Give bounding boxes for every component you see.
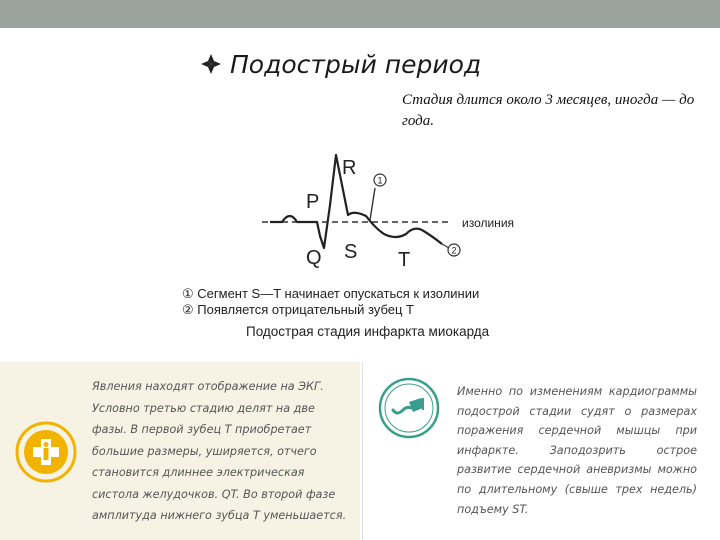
medical-cross-icon [14, 420, 78, 484]
legend-item-2: ② Появляется отрицательный зубец Т [182, 302, 415, 317]
right-info-panel [362, 362, 720, 540]
marker-1-pointer [370, 188, 375, 220]
wave-label-q: Q [306, 247, 322, 269]
ultrasound-probe-icon [377, 376, 441, 440]
wave-label-r: R [342, 157, 357, 179]
isoline-label: изолиния [462, 216, 515, 230]
right-panel-text: Именно по изменениям кардиограммы подострой стадии судят о размерах поражения сердечной мышцы при инфаркте. Заподозрить острое развитие сердечной аневризмы можно по длительному (свыше трех недель) подъему ST. [457, 385, 697, 516]
left-info-panel [0, 362, 360, 540]
top-bar [0, 0, 720, 28]
page-title: Подострый период [230, 49, 482, 79]
diamond-bullet-icon [200, 53, 222, 75]
left-panel-text: Явления находят отображение на ЭКГ. Условно третью стадию делят на две фазы. В первой зубец Т приобретает большие размеры, уширяется, отчего становится длиннее электрическая систола желудочков. QT. Во второй фазе амплитуда нижнего зубца Т уменьшается. [92, 380, 347, 522]
figure-caption: Подострая стадия инфаркта миокарда [246, 324, 490, 339]
title-row [200, 48, 481, 80]
marker-2-number: 2 [451, 245, 457, 256]
legend-item-1: ① Сегмент S—T начинает опускаться к изолинии [182, 286, 480, 301]
wave-label-p: P [306, 191, 320, 213]
page-subtitle: Стадия длится около 3 месяцев, иногда — до года. [402, 92, 695, 129]
marker-1-number: 1 [377, 175, 383, 186]
ecg-figure [170, 150, 560, 350]
wave-label-t: T [398, 249, 411, 271]
wave-label-s: S [344, 241, 358, 263]
